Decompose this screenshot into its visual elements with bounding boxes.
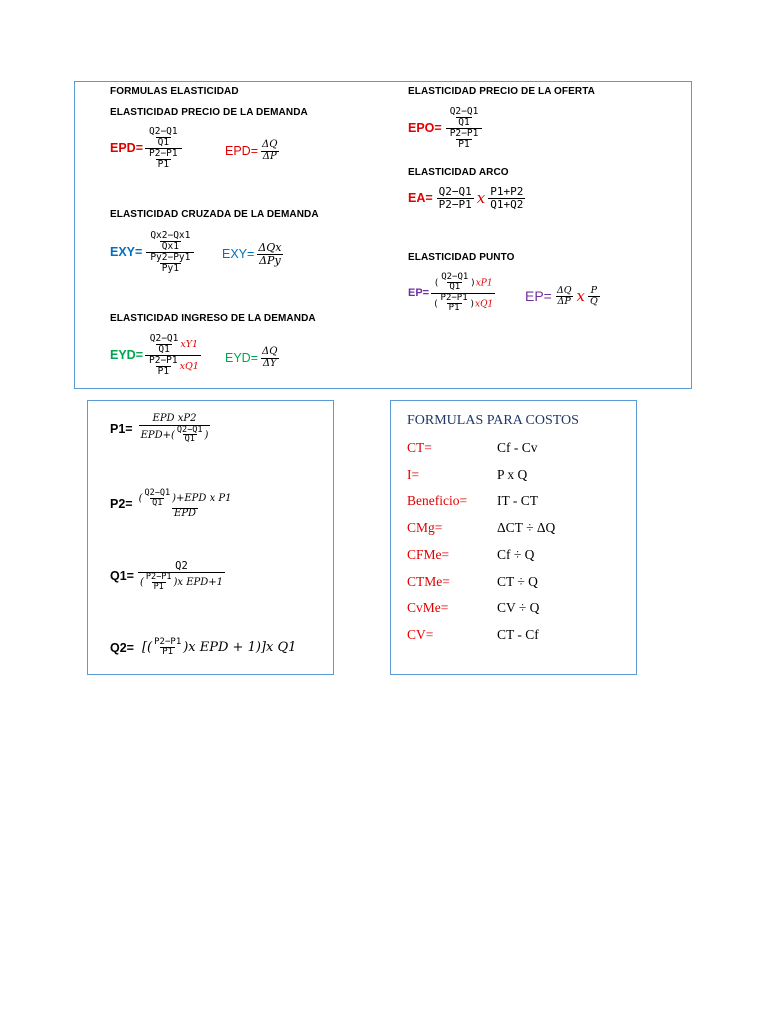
cost-value: CT ÷ Q [497, 573, 538, 589]
epo-q1: Q1 [458, 116, 470, 128]
eyd-xq1: xQ1 [179, 360, 199, 372]
elasticity-formulas-panel [74, 81, 692, 389]
q2-label: Q2= [110, 640, 134, 655]
eyd-dy: ΔY [262, 357, 277, 369]
eyd-formula [110, 334, 201, 377]
eyd-xy1: xY1 [180, 338, 199, 350]
ep-label: EP= [408, 287, 430, 300]
p2-formula [110, 489, 234, 519]
cost-label: CV= [407, 626, 434, 642]
q2-p1: P1 [162, 647, 174, 658]
ep-p2p1: P2−P1 [440, 292, 468, 303]
ep-q: Q [589, 295, 598, 307]
costs-title: FORMULAS PARA COSTOS [407, 413, 579, 428]
epd-p1: P1 [157, 158, 170, 170]
ea-times: x [476, 189, 486, 208]
p2-q1: Q1 [152, 497, 163, 508]
epd-dp: ΔP [262, 150, 277, 162]
p2-denominator: EPD [174, 507, 197, 519]
cost-label: CMg= [407, 520, 443, 536]
q2-formula [110, 638, 296, 658]
epd-label-2: EPD= [225, 144, 259, 158]
ep-label-2: EP= [525, 288, 552, 305]
exy-qx2qx1: Qx2−Qx1 [150, 230, 191, 241]
ea-header: ELASTICIDAD ARCO [408, 167, 509, 178]
price-quantity-panel [87, 400, 334, 675]
q2-part-a: [( [141, 640, 153, 656]
p2-num-b: )+EPD x P1 [172, 492, 232, 504]
eyd-p1: P1 [157, 365, 170, 377]
ep-dp: ΔP [557, 295, 571, 307]
eyd-header: ELASTICIDAD INGRESO DE LA DEMANDA [110, 313, 316, 324]
ep-xp1: xP1 [475, 278, 493, 289]
p2-q2q1: Q2−Q1 [144, 488, 171, 498]
epd-delta-formula [225, 140, 279, 162]
eyd-q1: Q1 [158, 343, 170, 355]
epd-p2p1: P2−P1 [149, 147, 178, 159]
epd-formula [110, 127, 182, 170]
cost-value: Cf ÷ Q [497, 546, 535, 562]
epd-q1: Q1 [157, 136, 170, 148]
cost-value: CT - Cf [497, 626, 539, 642]
ep-times: x [576, 287, 585, 306]
ep-q1: Q1 [449, 282, 461, 293]
epd-label: EPD= [110, 141, 144, 156]
eyd-label: EYD= [110, 348, 144, 363]
epo-p1: P1 [458, 138, 470, 150]
epo-formula [408, 107, 482, 150]
p2-label: P2= [110, 497, 133, 512]
epd-dq: ΔQ [262, 139, 278, 150]
p1-formula [110, 414, 210, 444]
exy-dpy: ΔPy [259, 253, 281, 267]
p1-numerator: EPD xP2 [152, 413, 197, 424]
cost-value: CV ÷ Q [497, 600, 540, 616]
p1-den-b: ) [204, 429, 209, 441]
exy-py2py1: Py2−Py1 [150, 251, 191, 263]
epo-q2q1: Q2−Q1 [449, 106, 479, 117]
ep-dq: ΔQ [556, 285, 572, 296]
p1-q2q1: Q2−Q1 [176, 424, 203, 435]
exy-delta-formula [222, 242, 283, 266]
ea-label: EA= [408, 191, 433, 206]
epd-header: ELASTICIDAD PRECIO DE LA DEMANDA [110, 107, 308, 118]
ep-formula: EP= ( $\frac{Q2-Q1}{Q1}$ )xP1 ( $\frac{P2-P1}{P1}$ )xQ1 [408, 272, 494, 314]
q1-p2p1: P2−P1 [145, 572, 172, 583]
eyd-q2q1: Q2−Q1 [149, 333, 179, 344]
eyd-p2p1: P2−P1 [149, 354, 178, 366]
q1-label: Q1= [110, 569, 134, 584]
p1-q1: Q1 [184, 434, 195, 445]
ep-p1: P1 [448, 303, 460, 314]
ep-p: P [590, 285, 598, 296]
q2-part-b: )x EPD + 1)]x Q1 [183, 640, 297, 656]
q1-formula [110, 561, 225, 592]
cost-label: CT= [407, 440, 432, 455]
exy-dqx: ΔQx [258, 241, 282, 254]
q1-p1: P1 [153, 581, 164, 592]
q1-numerator: Q2 [175, 560, 188, 572]
ea-formula [408, 186, 525, 210]
ep-header: ELASTICIDAD PUNTO [408, 252, 515, 263]
cost-value: IT - CT [497, 493, 538, 509]
cost-label: CTMe= [407, 573, 450, 589]
ea-q2q1: Q2−Q1 [438, 185, 472, 198]
ep-xq1: xQ1 [475, 299, 494, 310]
exy-py1: Py1 [161, 262, 179, 274]
epo-header: ELASTICIDAD PRECIO DE LA OFERTA [408, 86, 595, 97]
ea-p2p1: P2−P1 [438, 197, 472, 211]
q2-p2p1: P2−P1 [154, 637, 182, 647]
epo-label: EPO= [408, 121, 442, 136]
eyd-dq: ΔQ [262, 346, 278, 357]
epo-p2p1: P2−P1 [449, 127, 479, 139]
cost-formulas-panel [390, 400, 637, 675]
cost-label: CvMe= [407, 600, 449, 616]
ea-q1q2: Q1+Q2 [490, 197, 524, 211]
exy-label-2: EXY= [222, 247, 255, 262]
eyd-label-2: EYD= [225, 351, 259, 365]
cost-value: P x Q [497, 466, 528, 482]
cost-label: I= [407, 466, 420, 482]
ep-q2q1: Q2−Q1 [441, 272, 469, 282]
p1-den-a: EPD+( [140, 429, 175, 441]
exy-qx1: Qx1 [161, 240, 179, 252]
p1-label: P1= [110, 422, 133, 437]
panel-title: FORMULAS ELASTICIDAD [110, 86, 239, 97]
p2-num-a: ( [138, 492, 143, 504]
eyd-delta-formula [225, 347, 279, 369]
exy-formula [110, 231, 194, 274]
cost-label: CFMe= [407, 546, 450, 562]
cost-value: Cf - Cv [497, 440, 538, 455]
q1-den-a: ( [139, 576, 144, 588]
q1-den-b: )x EPD+1 [173, 576, 223, 588]
cost-label: Beneficio= [407, 493, 468, 509]
ea-p1p2: P1+P2 [490, 185, 524, 198]
epd-q2q1: Q2−Q1 [149, 126, 178, 137]
ep-delta-formula [525, 286, 600, 307]
epd-fraction [145, 127, 182, 170]
exy-label: EXY= [110, 245, 143, 260]
exy-header: ELASTICIDAD CRUZADA DE LA DEMANDA [110, 209, 319, 220]
cost-value: ΔCT ÷ ΔQ [497, 520, 556, 536]
